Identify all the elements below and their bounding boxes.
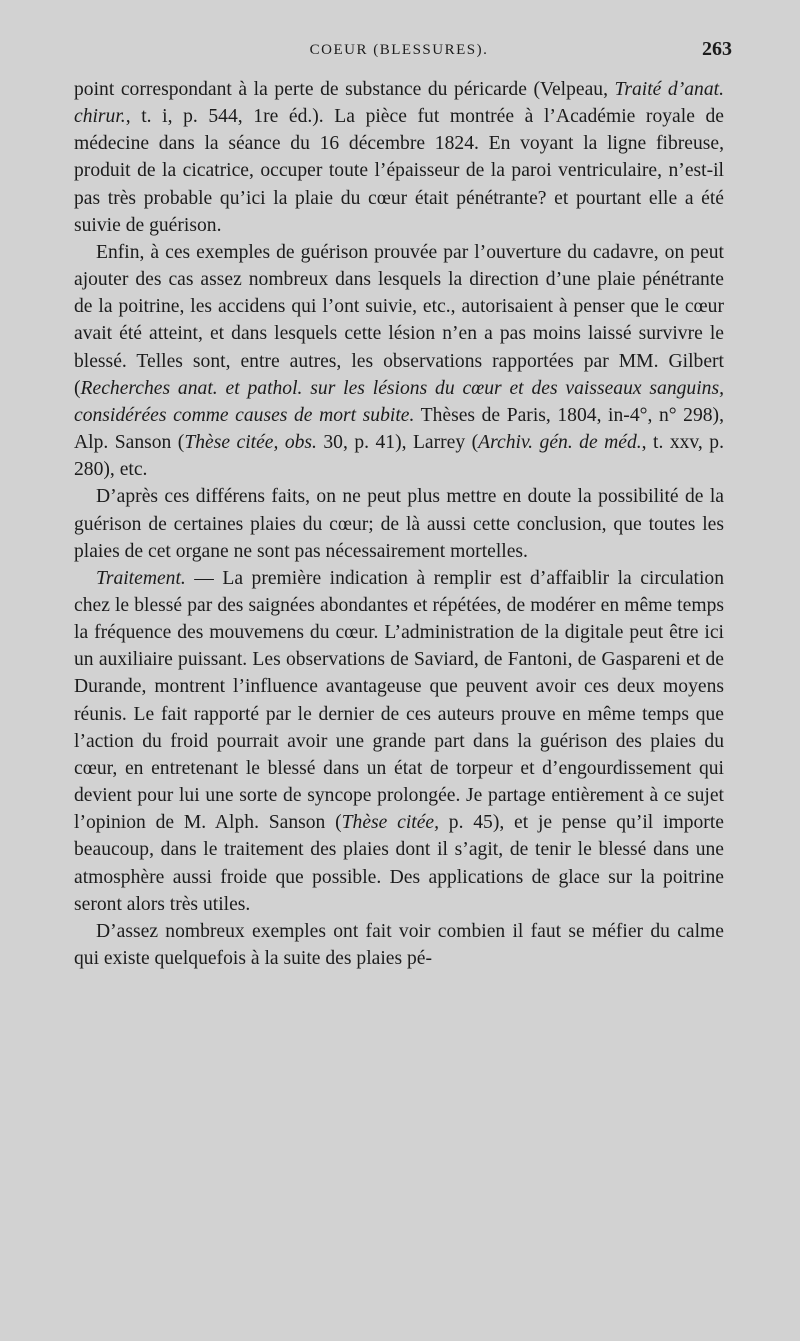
text-run: Enfin, à ces exemples de guérison prouvée par l’ouverture du cadavre, on peut ajouter des cas assez nombreux dans lesquels la direction d’une plaie pénétrante de la poitrine, les accidens qui l’ont suivie, etc., autorisaient à penser que le cœur avait été atteint, et dans lesquels cette lésion n’en a pas moins laissé survivre le blessé. Telles sont, entre autres, les observations rapportées par MM. Gilbert ( [74, 241, 724, 399]
text-run: D’assez nombreux exemples ont fait voir combien il faut se méfier du calme qui existe quelquefois à la suite des plaies pé- [74, 920, 724, 969]
paragraph-p2 [74, 239, 724, 483]
text-run: point correspondant à la perte de substance du péricarde (Velpeau, [74, 79, 615, 100]
italic-run: Traitement. [96, 567, 186, 589]
body-text [74, 76, 724, 972]
text-run: , t. i, p. 544, 1re éd.). La pièce fut montrée à l’Académie royale de médecine dans la séance du 16 décembre 1824. En voyant la ligne fibreuse, produit de la cicatrice, occuper toute l’épaisseur de la paroi ventriculaire, n’est-il pas très probable qu’ici la plaie du cœur était pénétrante? et pourtant elle a été suivie de guérison. [74, 106, 724, 236]
text-run: p. 45), et je pense qu’il importe beaucoup, dans le traitement des plaies dont il s’agit, de tenir le blessé dans une atmosphère aussi froide que possible. Des applications de glace sur la poitrine seront alors très utiles. [74, 812, 724, 915]
paragraph-p4 [74, 565, 724, 918]
paragraph-p5 [74, 918, 724, 972]
italic-run: Recherches anat. et pathol. sur les lésions du cœur et des vaisseaux sanguins, considérées comme causes de mort subite. [74, 377, 724, 426]
text-run: 30, p. 41), Larrey ( [316, 432, 479, 454]
text-run: — La première indication à remplir est d’affaiblir la circulation chez le blessé par des saignées abondantes et répétées, de modérer en même temps la fréquence des mouvemens du cœur. L’administration de la digitale peut être ici un auxiliaire puissant. Les observations de Saviard, de Fantoni, de Gaspareni et de Durande, montrent l’influence avantageuse que peuvent avoir ces deux moyens réunis. Le fait rapporté par le dernier de ces auteurs prouve en même temps que l’action du froid pourrait avoir une grande part dans la guérison des plaies du cœur, en entretenant le blessé dans un état de torpeur et d’engourdissement qui devient pour lui une sorte de syncope prolongée. Je partage entièrement à ce sujet l’opinion de M. Alph. Sanson ( [74, 567, 724, 834]
text-run: Thèses de Paris, 1804, in-4°, n° 298), Alp. Sanson ( [74, 404, 724, 454]
running-title: COEUR (BLESSURES). [309, 42, 489, 58]
text-run: , t. xxv, p. 280), etc. [74, 432, 724, 481]
paragraph-p1 [74, 76, 724, 239]
italic-run: Thèse citée, [341, 812, 440, 834]
running-head [74, 34, 732, 74]
italic-run: Archiv. gén. de méd. [478, 432, 642, 454]
italic-run: Traité d’anat. chirur. [74, 79, 724, 128]
text-run: D’après ces différens faits, on ne peut plus mettre en doute la possibilité de la guérison de certaines plaies du cœur; de là aussi cette conclusion, que toutes les plaies de cet organe ne sont pas nécessairement mortelles. [74, 486, 724, 562]
page-number: 263 [702, 38, 732, 60]
italic-run: Thèse citée, obs. [184, 432, 317, 454]
paragraph-p3 [74, 483, 724, 564]
